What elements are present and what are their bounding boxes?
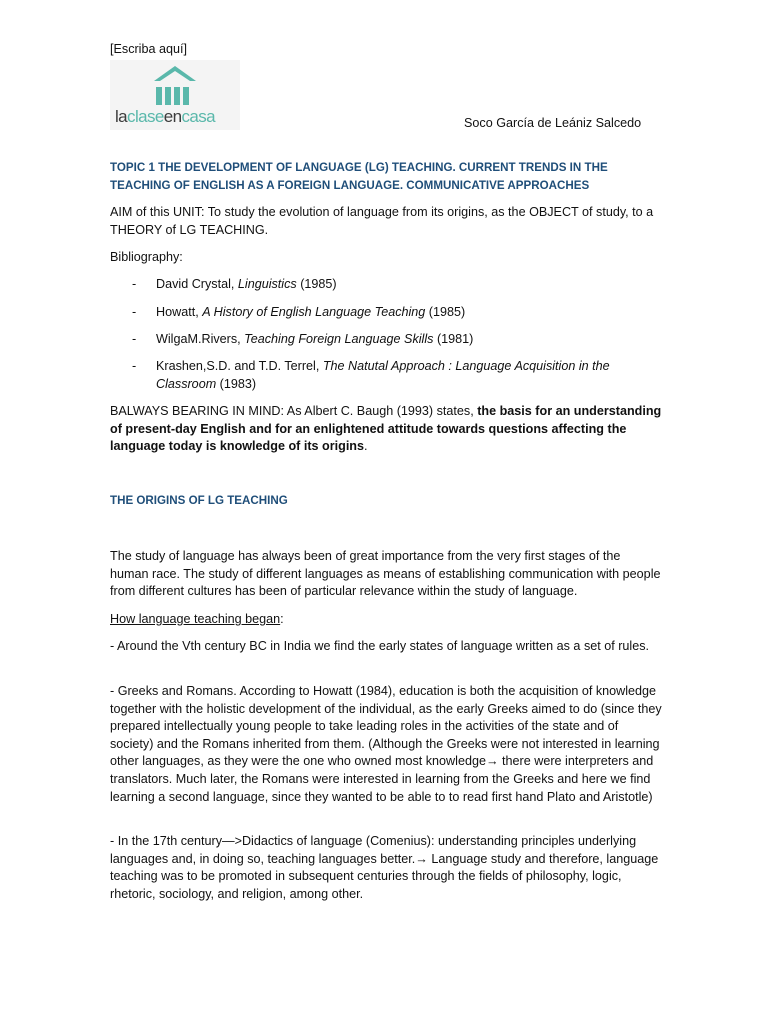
origins-heading: THE ORIGINS OF LG TEACHING <box>110 494 288 507</box>
aim-paragraph: AIM of this UNIT: To study the evolution of language from its origins, as the OBJECT of study, to a THEORY of LG TEACHING. <box>110 205 654 237</box>
document-page: [Escriba aquí] laclaseencasa Soco García de Leániz Salcedo TOPIC 1 THE DEVELOPMENT OF LANGUAGE (LG) TEACHING. CURRENT TRENDS IN THE TEACHING OF ENGLISH AS A FOREIGN LANGUAGE. COMMUNICATIVE APPROACHES AIM of this UNIT: To study the evolution of language from its origins, as the OBJECT of study, to a THEORY of LG TEACHING. Bibliography: - David Crystal, Linguistics (1985) - Howatt, A History of English Language Teaching (1985) - WilgaM.Rivers, Teaching Foreign Language Skills (1981) - Krashen,S.D. and T.D. Terrel, The Natutal Approach : Language Acquisition in the Classroom (1983) BALWAYS BEARING IN MIND: As Albert C. Baugh (1993) states, the basis for an understanding of present-day English and for an enlightened attitude towards questions affecting the language today is knowledge of its origins. THE ORIGINS OF LG TEACHING The study of language has always been of great importance from the very first stages of the human race. The study of different languages as means of establishing communication with people from different cultures has been of particular relevance within the study of language. How language teaching began: - Around the Vth century BC in India we find the early states of language written as a set of rules. - Greeks and Romans. According to Howatt (1984), education is both the acquisition of knowledge together with the holistic development of the individual, as the early Greeks aimed to do (since they prepared intellectually young people to take leading roles in the activities of the state and of society) and the Romans inherited from them. (Although the Greeks were not interested in learning other languages, as they were the one who owned most knowledge→ there were interpreters and translators. Much later, the Romans were interested in learning from the Greeks and here we find learning a second language, since they wanted to be able to to read first hand Plato and Aristotle) - In the 17th century—>Didactics of language (Comenius): understanding principles underlying languages and, in doing so, teaching languages better.→ Language study and therefore, language teaching was to be promoted in subsequent centuries through the fields of philosophy, logic, rhetoric, sociology, and religion, among other. <box>0 0 768 1024</box>
bullet-dash: - <box>132 359 137 373</box>
body-paragraph-1: The study of language has always been of great importance from the very first stages of the human race. The study of different languages as means of establishing communication with people from different cultures has been of particular relevance within the study of language. <box>110 549 661 599</box>
topic-heading: TOPIC 1 THE DEVELOPMENT OF LANGUAGE (LG) TEACHING. CURRENT TRENDS IN THE TEACHING OF ENGLISH AS A FOREIGN LANGUAGE. COMMUNICATIVE APPROACHES <box>110 161 608 192</box>
bibliography-title: Bibliography: <box>110 250 183 264</box>
logo-wordmark: laclaseencasa <box>115 107 215 126</box>
how-language-teaching-began: How language teaching began: <box>110 612 284 626</box>
bearing-in-mind-paragraph: BALWAYS BEARING IN MIND: As Albert C. Baugh (1993) states, the basis for an understanding of present-day English and for an enlightened attitude towards questions affecting the language today is knowledge of its origins. <box>110 404 662 454</box>
bullet-dash: - <box>132 305 137 319</box>
body-paragraph-4: - In the 17th century—>Didactics of language (Comenius): understanding principles underlying languages and, in doing so, teaching languages better.→ Language study and therefore, language teaching was to be promoted in subsequent centuries through the fields of philosophy, logic, rhetoric, sociology, and religion, among other. <box>110 834 659 901</box>
bullet-dash: - <box>132 332 137 346</box>
body-paragraph-2: - Around the Vth century BC in India we find the early states of language written as a set of rules. <box>110 639 650 653</box>
header-placeholder: [Escriba aquí] <box>110 42 188 56</box>
bullet-dash: - <box>132 277 137 291</box>
laclaseencasa-logo <box>110 60 240 130</box>
building-icon <box>152 64 198 106</box>
author-name: Soco García de Leániz Salcedo <box>464 116 642 130</box>
body-paragraph-3: - Greeks and Romans. According to Howatt (1984), education is both the acquisition of knowledge together with the holistic development of the individual, as the early Greeks aimed to do (since they prepared intellectually young people to take leading roles in the activities of the state and of society) and the Romans inherited from them. (Although the Greeks were not interested in learning other languages, as they were the one who owned most knowledge→ there were interpreters and translators. Much later, the Romans were interested in learning from the Greeks and here we find learning a second language, since they wanted to be able to to read first hand Plato and Aristotle) <box>110 684 662 804</box>
